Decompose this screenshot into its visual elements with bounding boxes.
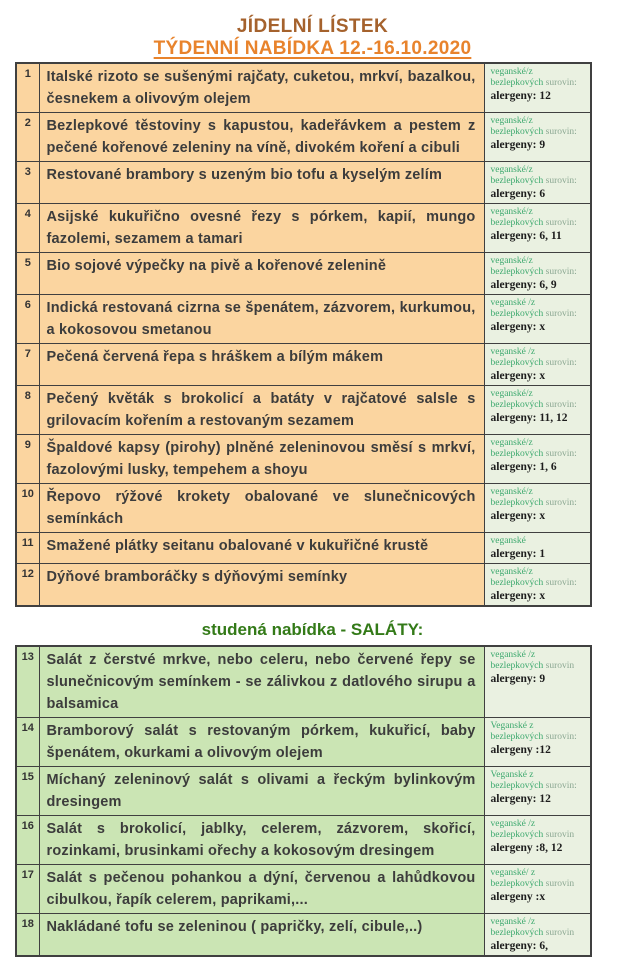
dish-description: Italské rizoto se sušenými rajčaty, cuketou, mrkví, bazalkou, česnekem a olivovým olejem [39, 63, 484, 113]
diet-label-sub: surovin: [545, 78, 577, 88]
dish-description: Indická restovaná cizrna se špenátem, zázvorem, kurkumou, a kokosovou smetanou [39, 295, 484, 344]
diet-label-sub: surovin [545, 928, 575, 938]
dish-description: Bezlepkové těstoviny s kapustou, kadeřávkem a pestem z pečené kořenové zeleniny na víně, divokém koření a cibuli [39, 113, 484, 162]
dish-description: Restované brambory s uzeným bio tofu a kyselým zelím [39, 162, 484, 204]
diet-label-line [491, 868, 586, 890]
allergens: alergeny: 11, 12 [490, 412, 568, 424]
hot-menu-rows [16, 63, 591, 606]
diet-label: veganské /z bezlepkových [490, 650, 544, 671]
diet-allergen-cell [484, 253, 591, 295]
diet-label-sub: surovin [545, 879, 575, 889]
diet-label-line [491, 567, 586, 589]
diet-label-sub: surovin: [545, 449, 577, 459]
row-number: 8 [16, 386, 39, 435]
row-number: 5 [16, 253, 39, 295]
allergens: alergeny: x [490, 590, 546, 602]
diet-label-line [491, 67, 586, 89]
diet-label: veganské/z bezlepkových [490, 207, 544, 228]
diet-label: veganské/z bezlepkových [490, 165, 544, 186]
diet-label-sub: surovin [545, 661, 575, 671]
dish-description: Dýňové bramboráčky s dýňovými semínky [39, 564, 484, 607]
diet-label-sub: surovin: [545, 498, 577, 508]
diet-label-line [491, 298, 586, 320]
table-row [16, 914, 591, 957]
diet-label-sub: surovin: [545, 781, 577, 791]
dish-description: Míchaný zeleninový salát s olivami a řeckým bylinkovým dresingem [39, 767, 484, 816]
diet-label: veganské/z bezlepkových [490, 438, 544, 459]
diet-label: veganské /z bezlepkových [490, 347, 544, 368]
dish-description: Asijské kukuřično ovesné řezy s pórkem, kapií, mungo fazolemi, sezamem a tamari [39, 204, 484, 253]
diet-label-sub: surovin: [545, 732, 577, 742]
diet-label-line [491, 650, 586, 672]
allergens: alergeny: 6 [490, 188, 546, 200]
diet-label: veganské/z bezlepkových [490, 116, 544, 137]
allergens: alergeny: 6, 9 [490, 279, 557, 291]
row-number: 11 [16, 533, 39, 564]
allergens: alergeny :8, 12 [490, 842, 563, 854]
diet-allergen-cell [484, 767, 591, 816]
row-number: 13 [16, 646, 39, 718]
diet-allergen-cell [484, 63, 591, 113]
row-number: 10 [16, 484, 39, 533]
diet-label-sub: surovin: [545, 218, 577, 228]
diet-label-sub: surovin [545, 830, 575, 840]
row-number: 6 [16, 295, 39, 344]
row-number: 7 [16, 344, 39, 386]
allergens: alergeny: 6, 11 [490, 230, 562, 242]
table-row [16, 295, 591, 344]
allergens: alergeny: x [490, 370, 546, 382]
diet-label-sub: surovin: [545, 309, 577, 319]
diet-allergen-cell [484, 865, 591, 914]
row-number: 1 [16, 63, 39, 113]
diet-label: Veganské z bezlepkových [490, 770, 544, 791]
table-row [16, 63, 591, 113]
diet-label-sub: surovin: [545, 358, 577, 368]
allergens: alergeny: 12 [490, 90, 551, 102]
allergens: alergeny: 6, [490, 940, 548, 952]
diet-allergen-cell [484, 718, 591, 767]
diet-label-line [491, 487, 586, 509]
diet-allergen-cell [484, 484, 591, 533]
row-number: 16 [16, 816, 39, 865]
dish-description: Salát s pečenou pohankou a dýní, červenou a lahůdkovou cibulkou, řapík celerem, paprikami,... [39, 865, 484, 914]
allergens: alergeny: 1, 6 [490, 461, 557, 473]
row-number: 9 [16, 435, 39, 484]
row-number: 18 [16, 914, 39, 957]
diet-label-line [491, 770, 586, 792]
salads-table [15, 645, 592, 957]
diet-allergen-cell [484, 816, 591, 865]
diet-label: veganské/ z bezlepkových [490, 868, 544, 889]
allergens: alergeny :12 [490, 744, 551, 756]
diet-label: veganské /z bezlepkových [490, 917, 544, 938]
dish-description: Smažené plátky seitanu obalované v kukuřičné krustě [39, 533, 484, 564]
row-number: 15 [16, 767, 39, 816]
diet-allergen-cell [484, 386, 591, 435]
diet-allergen-cell [484, 295, 591, 344]
row-number: 2 [16, 113, 39, 162]
diet-label: veganské/z bezlepkových [490, 487, 544, 508]
diet-label-line [491, 917, 586, 939]
dish-description: Nakládané tofu se zeleninou ( papričky, zelí, cibule,..) [39, 914, 484, 957]
table-row [16, 718, 591, 767]
table-row [16, 253, 591, 295]
table-row [16, 204, 591, 253]
diet-label-line [491, 438, 586, 460]
diet-label-sub: surovin: [545, 400, 577, 410]
allergens: alergeny: x [490, 510, 546, 522]
dish-description: Salát z čerstvé mrkve, nebo celeru, nebo červené řepy se slunečnicovým semínkem - se zálivkou z datlového sirupu a balsamica [39, 646, 484, 718]
diet-label-line [491, 819, 586, 841]
dish-description: Pečený květák s brokolicí a batáty v rajčatové salsle s grilovacím kořením a restovaným sezamem [39, 386, 484, 435]
diet-label-sub: surovin: [545, 176, 577, 186]
diet-label: veganské/z bezlepkových [490, 567, 544, 588]
diet-label: veganské/z bezlepkových [490, 67, 544, 88]
page-title: JÍDELNÍ LÍSTEK [236, 16, 389, 37]
dish-description: Pečená červená řepa s hráškem a bílým mákem [39, 344, 484, 386]
allergens: alergeny :x [490, 891, 546, 903]
diet-label: Veganské z bezlepkových [490, 721, 544, 742]
dish-description: Salát s brokolicí, jablky, celerem, zázvorem, skořicí, rozinkami, brusinkami ořechy a kokosovým dresingem [39, 816, 484, 865]
table-row [16, 386, 591, 435]
diet-allergen-cell [484, 435, 591, 484]
table-row [16, 344, 591, 386]
dish-description: Špaldové kapsy (pirohy) plněné zeleninovou směsí s mrkví, fazolovými lusky, tempehem a shoyu [39, 435, 484, 484]
diet-allergen-cell [484, 646, 591, 718]
diet-label-sub: surovin: [545, 578, 577, 588]
table-row [16, 564, 591, 607]
table-row [16, 435, 591, 484]
diet-label: veganské/z bezlepkových [490, 256, 544, 277]
table-row [16, 646, 591, 718]
allergens: alergeny: 1 [490, 548, 546, 560]
hot-menu-table [15, 62, 592, 607]
table-row [16, 484, 591, 533]
diet-allergen-cell [484, 162, 591, 204]
dish-description: Bio sojové výpečky na pivě a kořenové zelenině [39, 253, 484, 295]
diet-label: veganské [490, 536, 526, 546]
salads-section-title: studená nabídka - SALÁTY: [201, 620, 424, 639]
table-row [16, 767, 591, 816]
salads-rows [16, 646, 591, 956]
table-row [16, 113, 591, 162]
diet-label-line [491, 347, 586, 369]
diet-label-line [491, 389, 586, 411]
table-row [16, 865, 591, 914]
diet-label-sub: surovin: [545, 267, 577, 277]
allergens: alergeny: 12 [490, 793, 551, 805]
row-number: 4 [16, 204, 39, 253]
diet-label: veganské /z bezlepkových [490, 819, 544, 840]
diet-allergen-cell [484, 564, 591, 607]
diet-allergen-cell [484, 113, 591, 162]
diet-allergen-cell [484, 204, 591, 253]
row-number: 17 [16, 865, 39, 914]
diet-label-line [491, 165, 586, 187]
diet-label-line [491, 116, 586, 138]
diet-allergen-cell [484, 344, 591, 386]
allergens: alergeny: 9 [490, 139, 546, 151]
diet-label-line [491, 256, 586, 278]
table-row [16, 533, 591, 564]
diet-label-sub: surovin: [545, 127, 577, 137]
row-number: 3 [16, 162, 39, 204]
page-subtitle: TÝDENNÍ NABÍDKA 12.-16.10.2020 [153, 38, 472, 59]
allergens: alergeny: x [490, 321, 546, 333]
diet-label: veganské /z bezlepkových [490, 298, 544, 319]
dish-description: Řepovo rýžové krokety obalované ve slunečnicových semínkách [39, 484, 484, 533]
diet-label: veganské/z bezlepkových [490, 389, 544, 410]
diet-allergen-cell [484, 533, 591, 564]
diet-label-line [491, 536, 586, 547]
row-number: 12 [16, 564, 39, 607]
diet-label-line [491, 721, 586, 743]
table-row [16, 162, 591, 204]
row-number: 14 [16, 718, 39, 767]
table-row [16, 816, 591, 865]
diet-label-line [491, 207, 586, 229]
allergens: alergeny: 9 [490, 673, 546, 685]
diet-allergen-cell [484, 914, 591, 957]
dish-description: Bramborový salát s restovaným pórkem, kukuřicí, baby špenátem, okurkami a olivovým olejem [39, 718, 484, 767]
